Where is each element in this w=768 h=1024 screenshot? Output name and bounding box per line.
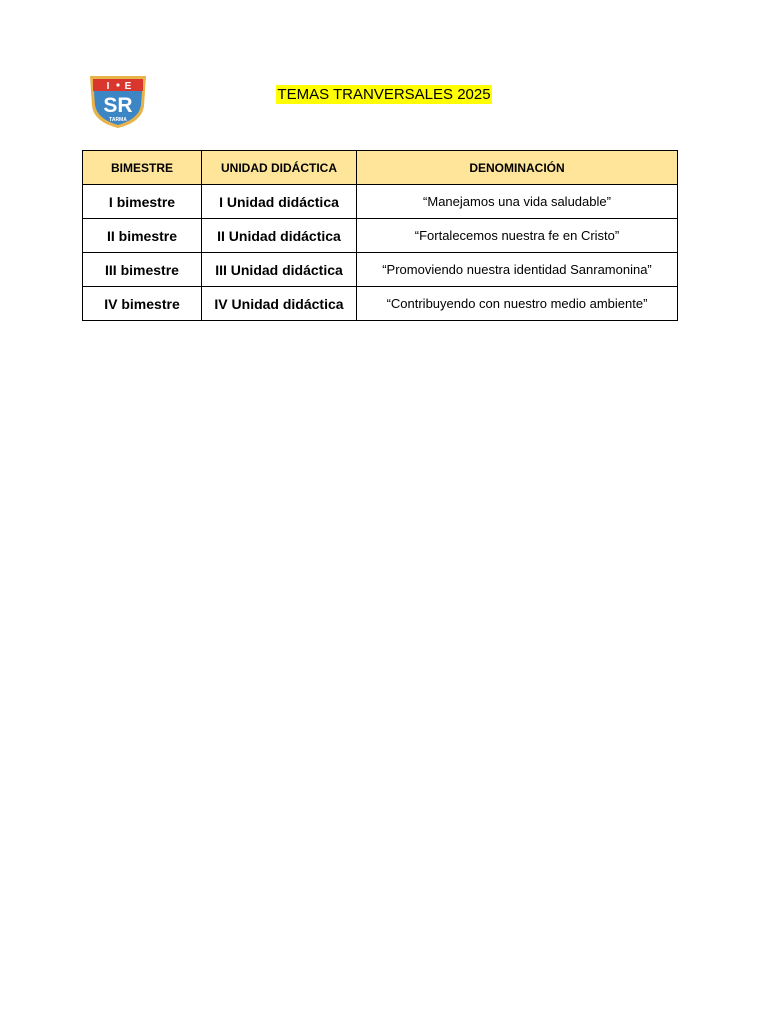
table-row	[83, 253, 678, 287]
svg-text:SR: SR	[103, 94, 133, 117]
cell-bimestre: III bimestre	[83, 253, 202, 287]
table-row	[83, 287, 678, 321]
table-header-row	[83, 151, 678, 185]
cell-unidad: III Unidad didáctica	[202, 253, 357, 287]
header-denominacion: DENOMINACIÓN	[357, 151, 678, 185]
table-row	[83, 219, 678, 253]
cell-bimestre: II bimestre	[83, 219, 202, 253]
themes-table	[82, 150, 678, 321]
cell-bimestre: I bimestre	[83, 185, 202, 219]
svg-text:I: I	[106, 81, 110, 92]
document-title-text: TEMAS TRANVERSALES 2025	[277, 86, 491, 103]
header-unidad-didactica: UNIDAD DIDÁCTICA	[202, 151, 357, 185]
document-title	[0, 86, 768, 103]
cell-bimestre: IV bimestre	[83, 287, 202, 321]
cell-denominacion: “Fortalecemos nuestra fe en Cristo”	[357, 219, 678, 253]
header-bimestre: BIMESTRE	[83, 151, 202, 185]
cell-unidad: IV Unidad didáctica	[202, 287, 357, 321]
cell-unidad: II Unidad didáctica	[202, 219, 357, 253]
cell-denominacion: “Manejamos una vida saludable”	[357, 185, 678, 219]
cell-denominacion: “Contribuyendo con nuestro medio ambiente”	[357, 287, 678, 321]
svg-text:E: E	[124, 81, 132, 92]
svg-text:TARMA: TARMA	[109, 117, 127, 123]
cell-denominacion: “Promoviendo nuestra identidad Sanramonina”	[357, 253, 678, 287]
cell-unidad: I Unidad didáctica	[202, 185, 357, 219]
table-row	[83, 185, 678, 219]
